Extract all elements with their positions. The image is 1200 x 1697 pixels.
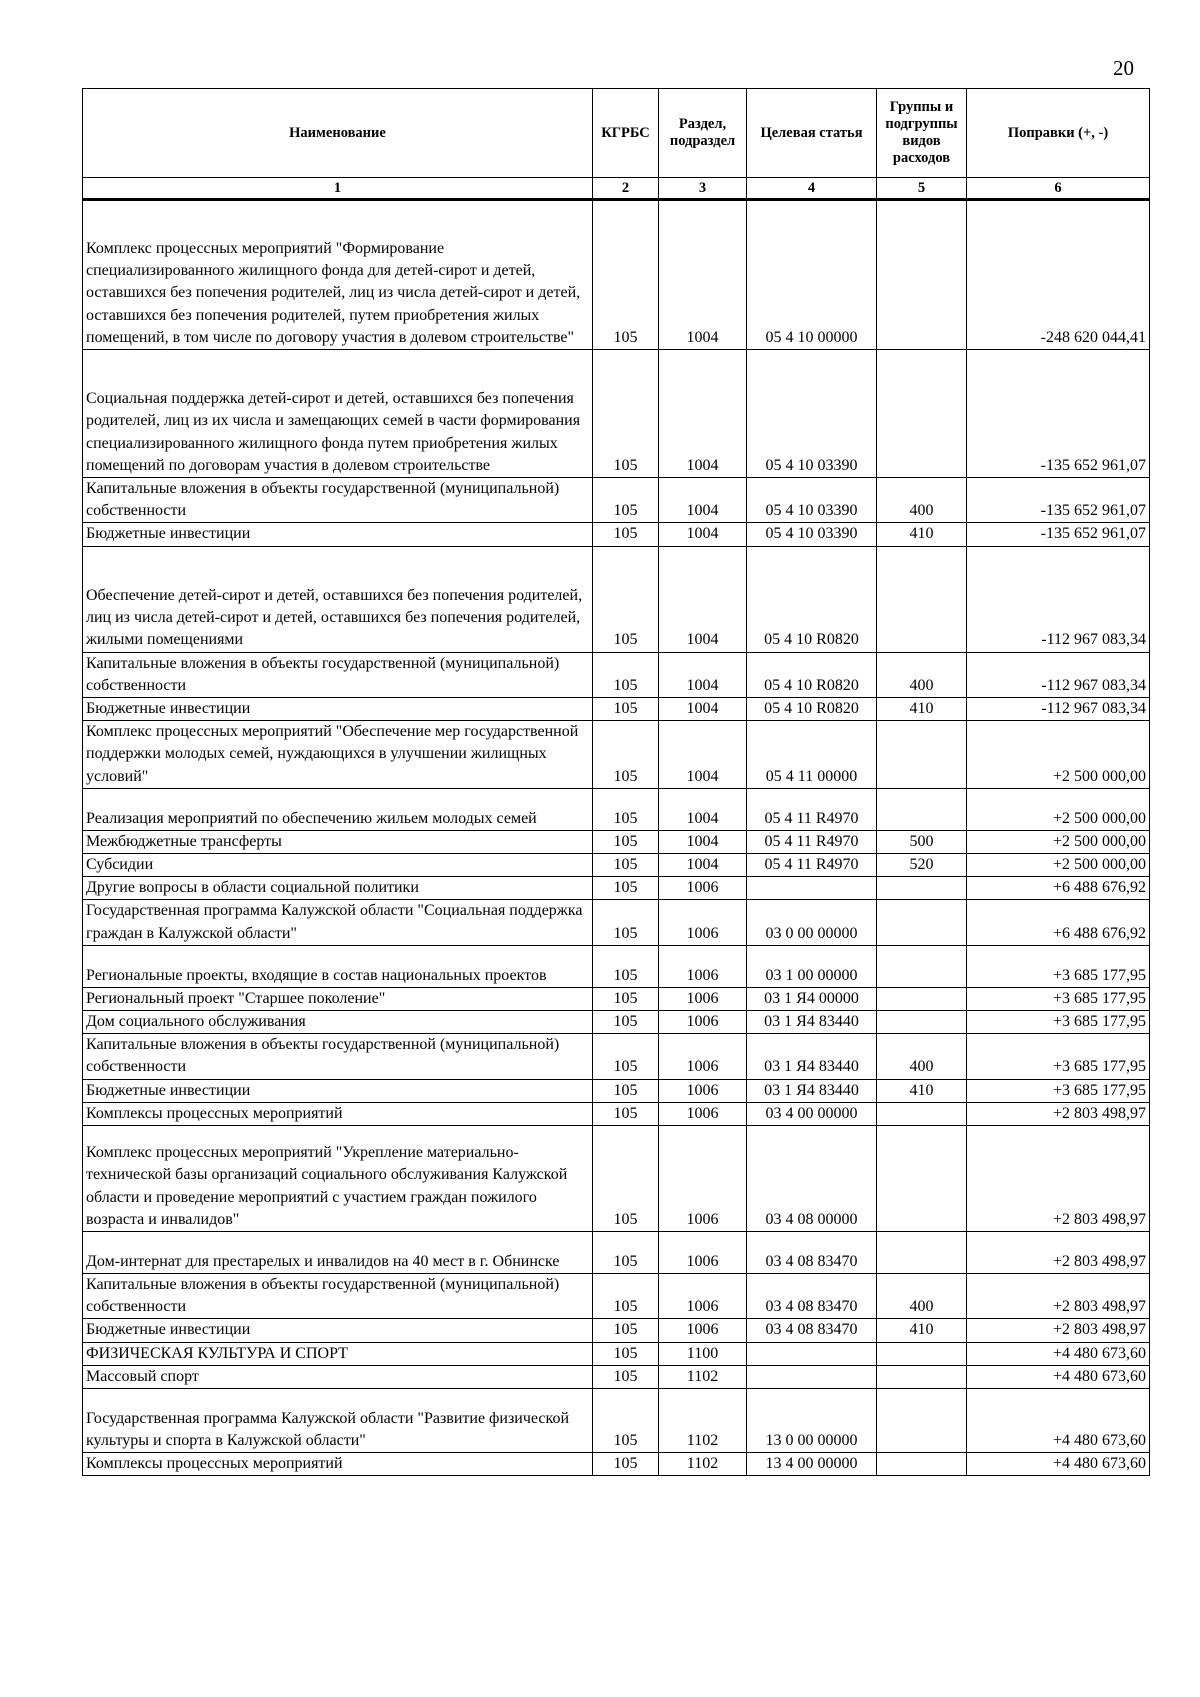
row-name: Комплекс процессных мероприятий "Формирование специализированного жилищного фонда для детей-сирот и детей, оставшихся без попечения родителей, лиц из числа детей-сирот и детей, оставшихся без попечения родителей, путем приобретения жилых помещений, в том числе по договору участия в долевом строительстве" — [83, 200, 593, 350]
row-target-article: 03 1 00 00000 — [747, 945, 877, 987]
row-amount: +2 803 498,97 — [967, 1319, 1150, 1342]
row-expense-group — [877, 1389, 967, 1453]
row-amount: -112 967 083,34 — [967, 546, 1150, 652]
row-name: Дом социального обслуживания — [83, 1011, 593, 1034]
table-row — [83, 1274, 1150, 1319]
table-row — [83, 877, 1150, 900]
row-target-article: 05 4 10 03390 — [747, 350, 877, 478]
column-number-row — [83, 178, 1150, 200]
row-razdel: 1004 — [659, 478, 747, 523]
table-row — [83, 1319, 1150, 1342]
row-expense-group — [877, 900, 967, 945]
page-number: 20 — [1113, 56, 1134, 80]
table-row — [83, 1389, 1150, 1453]
row-kgrbs: 105 — [593, 1102, 659, 1125]
row-amount: -135 652 961,07 — [967, 523, 1150, 546]
row-kgrbs: 105 — [593, 523, 659, 546]
row-name: Государственная программа Калужской области "Социальная поддержка граждан в Калужской области" — [83, 900, 593, 945]
row-kgrbs: 105 — [593, 546, 659, 652]
row-name: Комплексы процессных мероприятий — [83, 1102, 593, 1125]
row-expense-group: 400 — [877, 1274, 967, 1319]
row-target-article — [747, 1342, 877, 1365]
row-name: Дом-интернат для престарелых и инвалидов на 40 мест в г. Обнинске — [83, 1232, 593, 1274]
row-expense-group — [877, 1453, 967, 1476]
row-amount: +3 685 177,95 — [967, 1011, 1150, 1034]
row-amount: +6 488 676,92 — [967, 877, 1150, 900]
header-name: Наименование — [83, 89, 593, 178]
row-target-article: 05 4 10 03390 — [747, 478, 877, 523]
row-name: Бюджетные инвестиции — [83, 1079, 593, 1102]
row-kgrbs: 105 — [593, 987, 659, 1010]
row-razdel: 1006 — [659, 987, 747, 1010]
row-amount: +2 803 498,97 — [967, 1126, 1150, 1232]
row-expense-group — [877, 1102, 967, 1125]
row-name: Государственная программа Калужской области "Развитие физической культуры и спорта в Калужской области" — [83, 1389, 593, 1453]
row-razdel: 1004 — [659, 721, 747, 789]
row-amount: -112 967 083,34 — [967, 652, 1150, 697]
row-expense-group — [877, 877, 967, 900]
row-name: Комплекс процессных мероприятий "Укрепление материально-технической базы организаций социального обслуживания Калужской области и проведение мероприятий с участием граждан пожилого возраста и инвалидов" — [83, 1126, 593, 1232]
row-razdel: 1102 — [659, 1453, 747, 1476]
row-expense-group: 400 — [877, 1034, 967, 1079]
row-razdel: 1006 — [659, 1034, 747, 1079]
row-razdel: 1004 — [659, 200, 747, 350]
header-razdel: Раздел, подраздел — [659, 89, 747, 178]
row-razdel: 1006 — [659, 1126, 747, 1232]
row-amount: +2 500 000,00 — [967, 830, 1150, 853]
row-name: Бюджетные инвестиции — [83, 523, 593, 546]
row-expense-group — [877, 721, 967, 789]
row-expense-group: 520 — [877, 854, 967, 877]
row-target-article: 03 1 Я4 00000 — [747, 987, 877, 1010]
row-target-article: 03 4 08 83470 — [747, 1319, 877, 1342]
table-row — [83, 900, 1150, 945]
row-kgrbs: 105 — [593, 854, 659, 877]
table-row — [83, 1079, 1150, 1102]
row-amount: +2 500 000,00 — [967, 854, 1150, 877]
row-amount: +4 480 673,60 — [967, 1365, 1150, 1388]
row-target-article: 05 4 11 R4970 — [747, 788, 877, 830]
table-row — [83, 1034, 1150, 1079]
row-razdel: 1006 — [659, 945, 747, 987]
row-expense-group — [877, 1232, 967, 1274]
row-razdel: 1102 — [659, 1389, 747, 1453]
table-row — [83, 788, 1150, 830]
row-target-article: 03 4 08 00000 — [747, 1126, 877, 1232]
row-kgrbs: 105 — [593, 1274, 659, 1319]
row-kgrbs: 105 — [593, 900, 659, 945]
row-razdel: 1006 — [659, 1079, 747, 1102]
row-name: Социальная поддержка детей-сирот и детей, оставшихся без попечения родителей, лиц из их числа и замещающих семей в части формирования специализированного жилищного фонда путем приобретения жилых помещений по договорам участия в долевом строительстве — [83, 350, 593, 478]
row-name: Капитальные вложения в объекты государственной (муниципальной) собственности — [83, 652, 593, 697]
table-row — [83, 1011, 1150, 1034]
row-razdel: 1004 — [659, 788, 747, 830]
header-kgrbs: КГРБС — [593, 89, 659, 178]
row-target-article: 05 4 11 00000 — [747, 721, 877, 789]
row-name: Бюджетные инвестиции — [83, 1319, 593, 1342]
column-number: 6 — [967, 178, 1150, 200]
column-number: 5 — [877, 178, 967, 200]
row-amount: +3 685 177,95 — [967, 1034, 1150, 1079]
table-row — [83, 546, 1150, 652]
row-kgrbs: 105 — [593, 652, 659, 697]
row-kgrbs: 105 — [593, 1126, 659, 1232]
header-row — [83, 89, 1150, 178]
table-row — [83, 478, 1150, 523]
row-kgrbs: 105 — [593, 1011, 659, 1034]
header-expense-group: Группы и подгруппы видов расходов — [877, 89, 967, 178]
row-razdel: 1006 — [659, 900, 747, 945]
row-razdel: 1004 — [659, 854, 747, 877]
row-kgrbs: 105 — [593, 1079, 659, 1102]
row-kgrbs: 105 — [593, 877, 659, 900]
row-name: Капитальные вложения в объекты государственной (муниципальной) собственности — [83, 478, 593, 523]
row-target-article — [747, 1365, 877, 1388]
row-expense-group: 400 — [877, 478, 967, 523]
table-row — [83, 1453, 1150, 1476]
row-target-article: 05 4 11 R4970 — [747, 830, 877, 853]
row-amount: -135 652 961,07 — [967, 350, 1150, 478]
row-kgrbs: 105 — [593, 830, 659, 853]
row-razdel: 1100 — [659, 1342, 747, 1365]
row-expense-group: 500 — [877, 830, 967, 853]
row-amount: +3 685 177,95 — [967, 987, 1150, 1010]
row-razdel: 1004 — [659, 698, 747, 721]
row-target-article — [747, 877, 877, 900]
row-razdel: 1006 — [659, 1274, 747, 1319]
row-amount: -135 652 961,07 — [967, 478, 1150, 523]
row-name: Субсидии — [83, 854, 593, 877]
row-target-article: 05 4 10 R0820 — [747, 698, 877, 721]
header-target-article: Целевая статья — [747, 89, 877, 178]
row-target-article: 13 0 00 00000 — [747, 1389, 877, 1453]
row-amount: +3 685 177,95 — [967, 1079, 1150, 1102]
row-expense-group: 410 — [877, 698, 967, 721]
row-expense-group — [877, 1365, 967, 1388]
row-name: Региональный проект "Старшее поколение" — [83, 987, 593, 1010]
row-expense-group — [877, 1342, 967, 1365]
row-amount: +4 480 673,60 — [967, 1453, 1150, 1476]
row-kgrbs: 105 — [593, 1319, 659, 1342]
table-row — [83, 945, 1150, 987]
table-row — [83, 350, 1150, 478]
row-amount: +4 480 673,60 — [967, 1389, 1150, 1453]
table-row — [83, 1342, 1150, 1365]
row-razdel: 1006 — [659, 1319, 747, 1342]
row-razdel: 1006 — [659, 1232, 747, 1274]
row-razdel: 1004 — [659, 523, 747, 546]
row-target-article: 03 1 Я4 83440 — [747, 1011, 877, 1034]
row-target-article: 05 4 11 R4970 — [747, 854, 877, 877]
row-target-article: 05 4 10 R0820 — [747, 546, 877, 652]
row-razdel: 1006 — [659, 1011, 747, 1034]
row-amount: +2 803 498,97 — [967, 1232, 1150, 1274]
row-target-article: 03 4 00 00000 — [747, 1102, 877, 1125]
row-kgrbs: 105 — [593, 945, 659, 987]
table-row — [83, 652, 1150, 697]
row-kgrbs: 105 — [593, 1232, 659, 1274]
row-kgrbs: 105 — [593, 350, 659, 478]
row-kgrbs: 105 — [593, 1365, 659, 1388]
row-expense-group: 410 — [877, 523, 967, 546]
row-razdel: 1004 — [659, 830, 747, 853]
row-target-article: 03 1 Я4 83440 — [747, 1079, 877, 1102]
row-kgrbs: 105 — [593, 200, 659, 350]
row-target-article: 05 4 10 R0820 — [747, 652, 877, 697]
table-row — [83, 830, 1150, 853]
table-row — [83, 698, 1150, 721]
column-number: 1 — [83, 178, 593, 200]
row-name: Комплексы процессных мероприятий — [83, 1453, 593, 1476]
row-name: Межбюджетные трансферты — [83, 830, 593, 853]
row-target-article: 05 4 10 03390 — [747, 523, 877, 546]
row-expense-group — [877, 788, 967, 830]
row-amount: -248 620 044,41 — [967, 200, 1150, 350]
row-kgrbs: 105 — [593, 1342, 659, 1365]
row-target-article: 03 0 00 00000 — [747, 900, 877, 945]
row-name: Комплекс процессных мероприятий "Обеспечение мер государственной поддержки молодых семей, нуждающихся в улучшении жилищных условий" — [83, 721, 593, 789]
row-expense-group: 410 — [877, 1079, 967, 1102]
row-razdel: 1004 — [659, 546, 747, 652]
table-row — [83, 523, 1150, 546]
row-amount: -112 967 083,34 — [967, 698, 1150, 721]
table-row — [83, 1232, 1150, 1274]
row-name: Реализация мероприятий по обеспечению жильем молодых семей — [83, 788, 593, 830]
row-amount: +6 488 676,92 — [967, 900, 1150, 945]
row-target-article: 13 4 00 00000 — [747, 1453, 877, 1476]
row-razdel: 1004 — [659, 350, 747, 478]
column-number: 3 — [659, 178, 747, 200]
row-target-article: 03 4 08 83470 — [747, 1232, 877, 1274]
row-expense-group — [877, 945, 967, 987]
row-name: Региональные проекты, входящие в состав национальных проектов — [83, 945, 593, 987]
row-kgrbs: 105 — [593, 1389, 659, 1453]
row-amount: +2 803 498,97 — [967, 1102, 1150, 1125]
row-name: ФИЗИЧЕСКАЯ КУЛЬТУРА И СПОРТ — [83, 1342, 593, 1365]
row-expense-group — [877, 546, 967, 652]
row-name: Другие вопросы в области социальной политики — [83, 877, 593, 900]
row-kgrbs: 105 — [593, 1034, 659, 1079]
table-row — [83, 1126, 1150, 1232]
table-row — [83, 987, 1150, 1010]
row-kgrbs: 105 — [593, 698, 659, 721]
row-target-article: 03 1 Я4 83440 — [747, 1034, 877, 1079]
row-name: Бюджетные инвестиции — [83, 698, 593, 721]
row-expense-group — [877, 200, 967, 350]
table-row — [83, 721, 1150, 789]
row-amount: +3 685 177,95 — [967, 945, 1150, 987]
row-target-article: 03 4 08 83470 — [747, 1274, 877, 1319]
column-number: 4 — [747, 178, 877, 200]
row-kgrbs: 105 — [593, 721, 659, 789]
header-amendments: Поправки (+, -) — [967, 89, 1150, 178]
row-name: Массовый спорт — [83, 1365, 593, 1388]
row-expense-group — [877, 1011, 967, 1034]
row-amount: +2 803 498,97 — [967, 1274, 1150, 1319]
row-expense-group — [877, 1126, 967, 1232]
row-razdel: 1102 — [659, 1365, 747, 1388]
row-expense-group: 400 — [877, 652, 967, 697]
table-row — [83, 200, 1150, 350]
row-target-article: 05 4 10 00000 — [747, 200, 877, 350]
table-row — [83, 1365, 1150, 1388]
row-amount: +2 500 000,00 — [967, 788, 1150, 830]
row-expense-group — [877, 987, 967, 1010]
row-name: Обеспечение детей-сирот и детей, оставшихся без попечения родителей, лиц из числа детей-сирот и детей, оставшихся без попечения родителей, жилыми помещениями — [83, 546, 593, 652]
table-row — [83, 1102, 1150, 1125]
row-kgrbs: 105 — [593, 788, 659, 830]
row-razdel: 1006 — [659, 1102, 747, 1125]
row-kgrbs: 105 — [593, 1453, 659, 1476]
table-row — [83, 854, 1150, 877]
row-expense-group: 410 — [877, 1319, 967, 1342]
column-number: 2 — [593, 178, 659, 200]
row-amount: +4 480 673,60 — [967, 1342, 1150, 1365]
row-razdel: 1004 — [659, 652, 747, 697]
row-kgrbs: 105 — [593, 478, 659, 523]
row-expense-group — [877, 350, 967, 478]
budget-amendments-table — [82, 88, 1150, 1476]
row-razdel: 1006 — [659, 877, 747, 900]
row-name: Капитальные вложения в объекты государственной (муниципальной) собственности — [83, 1034, 593, 1079]
row-amount: +2 500 000,00 — [967, 721, 1150, 789]
row-name: Капитальные вложения в объекты государственной (муниципальной) собственности — [83, 1274, 593, 1319]
